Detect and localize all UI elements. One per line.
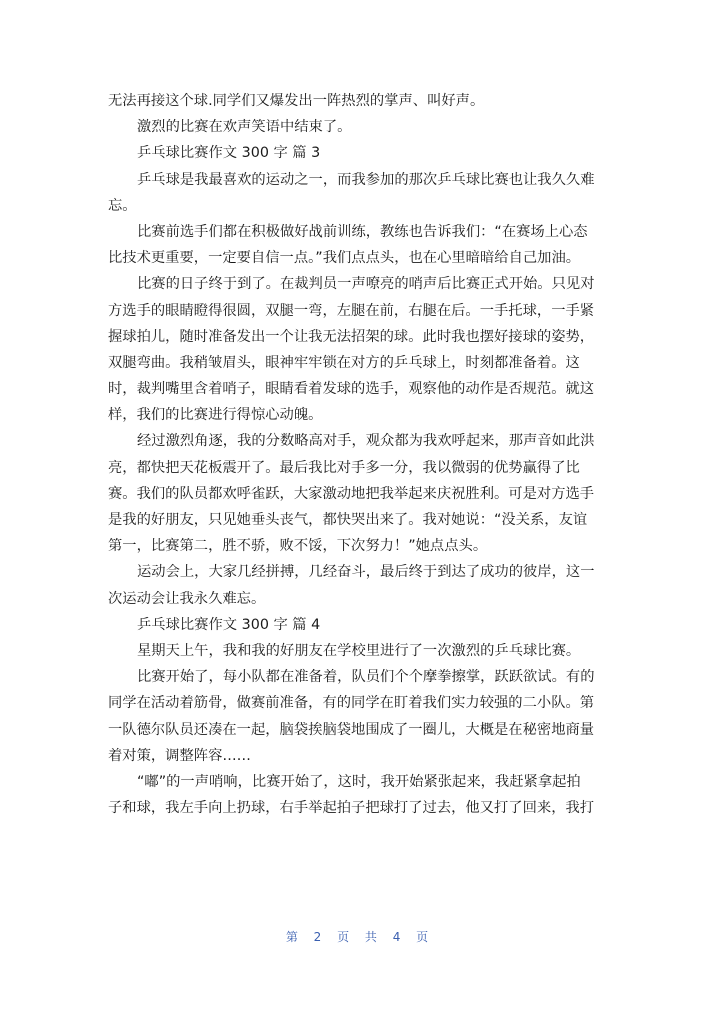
text-line: 激烈的比赛在欢声笑语中结束了。: [137, 119, 352, 136]
text-line: 比技术更重要，一定要自信一点。”我们点点头，也在心里暗暗给自己加油。: [108, 250, 581, 267]
text-line: 赛。我们的队员都欢呼雀跃，大家激动地把我举起来庆祝胜利。可是对方选手: [108, 485, 595, 502]
text-line: 样，我们的比赛进行得惊心动魄。: [108, 407, 323, 424]
text-line: 忘。: [108, 197, 137, 214]
text-line: 着对策，调整阵容……: [108, 747, 251, 764]
text-line: 同学在活动着筋骨，做赛前准备，有的同学在盯着我们实力较强的二小队。第: [108, 695, 595, 712]
text-line: 比赛的日子终于到了。在裁判员一声嘹亮的哨声后比赛正式开始。只见对: [137, 276, 595, 293]
text-line: 星期天上午，我和我的好朋友在学校里进行了一次激烈的乒乓球比赛。: [137, 642, 581, 659]
text-line: 比赛前选手们都在积极做好战前训练，教练也告诉我们：“在赛场上心态: [137, 223, 588, 240]
text-line: 乒乓球比赛作文 300 字 篇 3: [137, 145, 321, 162]
text-line: 经过激烈角逐，我的分数略高对手，观众都为我欢呼起来，那声音如此洪: [137, 433, 595, 450]
text-line: 时，裁判嘴里含着哨子，眼睛看着发球的选手，观察他的动作是否规范。就这: [108, 381, 595, 398]
text-line: 是我的好朋友，只见她垂头丧气，都快哭出来了。我对她说：“没关系，友谊: [108, 512, 588, 528]
text-line: 子和球，我左手向上扔球，右手举起拍子把球打了过去，他又打了回来，我打: [108, 800, 595, 817]
text-line: 乒乓球比赛作文 300 字 篇 4: [137, 616, 321, 633]
text-line: 一队德尔队员还凑在一起，脑袋挨脑袋地围成了一圈儿，大概是在秘密地商量: [108, 721, 595, 738]
text-line: 双腿弯曲。我稍皱眉头，眼神牢牢锁在对方的乒乓球上，时刻都准备着。这: [108, 354, 580, 371]
text-line: 乒乓球是我最喜欢的运动之一，而我参加的那次乒乓球比赛也让我久久难: [137, 171, 595, 188]
text-line: 第一，比赛第二，胜不骄，败不馁，下次努力！”她点点头。: [108, 538, 488, 555]
text-line: 无法再接这个球.同学们又爆发出一阵热烈的掌声、叫好声。: [108, 93, 485, 109]
text-line: 比赛开始了，每小队都在准备着，队员们个个摩拳擦掌，跃跃欲试。有的: [137, 669, 595, 686]
text-line: 握球拍儿，随时准备发出一个让我无法招架的球。此时我也摆好接球的姿势，: [108, 328, 595, 345]
text-line: “嘟”的一声哨响，比赛开始了，这时，我开始紧张起来，我赶紧拿起拍: [137, 773, 581, 790]
text-line: 方选手的眼睛瞪得很圆，双腿一弯，左腿在前，右腿在后。一手托球，一手紧: [108, 302, 595, 319]
page-footer: 第 2 页 共 4 页: [285, 930, 435, 944]
text-line: 次运动会让我永久难忘。: [108, 590, 266, 607]
text-line: 运动会上，大家几经拼搏，几经奋斗，最后终于到达了成功的彼岸，这一: [137, 564, 595, 581]
text-line: 亮，都快把天花板震开了。最后我比对手多一分，我以微弱的优势赢得了比: [108, 459, 580, 476]
document-body: [108, 88, 608, 821]
